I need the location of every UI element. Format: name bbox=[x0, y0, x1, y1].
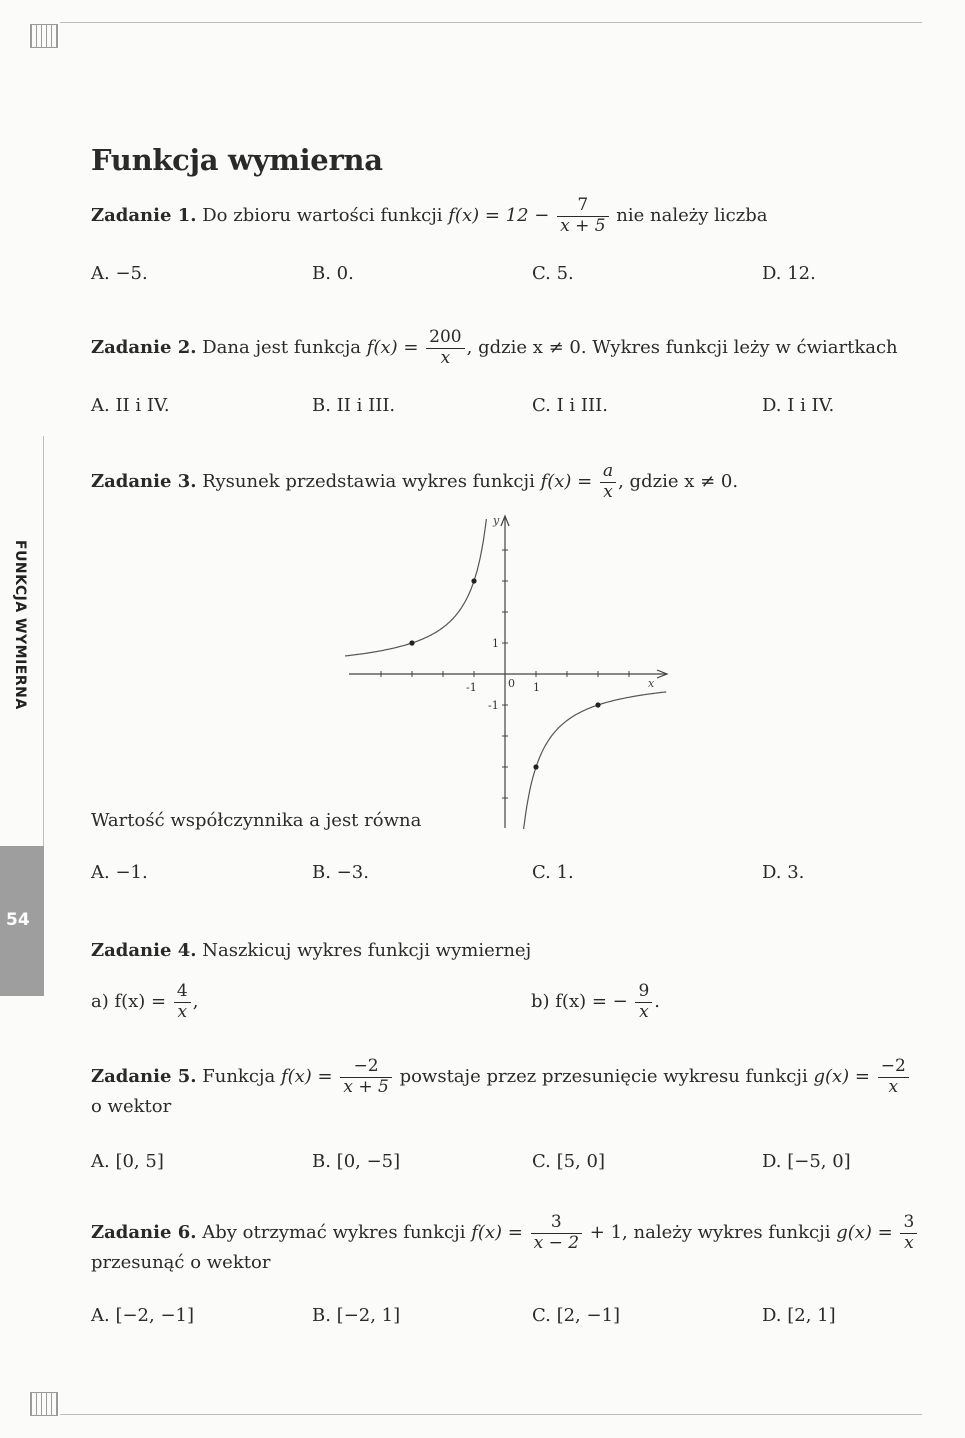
side-rule bbox=[43, 436, 44, 846]
task-5-den: x + 5 bbox=[343, 1076, 389, 1097]
task-4a-den: x bbox=[177, 1001, 188, 1022]
task-5-num: −2 bbox=[340, 1057, 391, 1078]
task-5-g-num: −2 bbox=[878, 1057, 909, 1078]
task-4-label: Zadanie 4. bbox=[91, 940, 197, 961]
bottom-rule bbox=[60, 1414, 922, 1415]
tick-label-y-neg1: -1 bbox=[488, 699, 499, 712]
tick-label-x-1: 1 bbox=[533, 681, 540, 694]
task-5-answer-d: D. [−5, 0] bbox=[762, 1151, 851, 1172]
task-3-fraction bbox=[600, 462, 616, 502]
task-4-text: Naszkicuj wykres funkcji wymiernej bbox=[202, 940, 532, 961]
task-6-plus: + 1, należy wykres funkcji bbox=[589, 1222, 831, 1244]
task-6-g-den: x bbox=[904, 1232, 914, 1253]
task-3-question: Wartość współczynnika a jest równa bbox=[91, 810, 422, 831]
task-6-answer-c: C. [2, −1] bbox=[532, 1305, 621, 1326]
task-6-answer-d: D. [2, 1] bbox=[762, 1305, 836, 1326]
task-3-answer-c: C. 1. bbox=[532, 862, 574, 883]
task-5-g-den: x bbox=[888, 1076, 899, 1097]
task-5-answer-c: C. [5, 0] bbox=[532, 1151, 605, 1172]
task-3-fx: f(x) = bbox=[540, 471, 593, 493]
task-4b-post: . bbox=[654, 991, 661, 1013]
task-3-num: a bbox=[600, 462, 616, 483]
task-2-label: Zadanie 2. bbox=[91, 337, 197, 359]
task-6-den: x − 2 bbox=[533, 1232, 580, 1253]
tick-label-y-1: 1 bbox=[492, 637, 499, 650]
task-5-line2: o wektor bbox=[91, 1096, 172, 1117]
task-6-answer-b: B. [−2, 1] bbox=[312, 1305, 401, 1326]
task-1-num: 7 bbox=[557, 196, 608, 217]
crop-mark-top bbox=[30, 24, 58, 48]
task-3 bbox=[91, 462, 738, 502]
task-1-answer-b: B. 0. bbox=[312, 263, 354, 284]
marked-point bbox=[471, 578, 476, 583]
task-2-answer-b: B. II i III. bbox=[312, 395, 396, 416]
task-6-fx: f(x) = bbox=[471, 1222, 523, 1244]
task-1-answer-a: A. −5. bbox=[91, 263, 148, 284]
task-6-answer-a: A. [−2, −1] bbox=[91, 1305, 194, 1326]
task-3-answer-a: A. −1. bbox=[91, 862, 148, 883]
top-rule bbox=[60, 22, 922, 23]
task-4 bbox=[91, 940, 531, 961]
task-4-part-a bbox=[91, 982, 198, 1022]
task-6-label: Zadanie 6. bbox=[91, 1222, 197, 1244]
task-4a-fx: a) f(x) = bbox=[91, 991, 167, 1013]
tick-label-origin: 0 bbox=[508, 677, 515, 690]
task-1-fx: f(x) = 12 − bbox=[448, 205, 550, 227]
task-3-post: , gdzie x ≠ 0. bbox=[618, 471, 739, 493]
task-1-fraction bbox=[557, 196, 608, 236]
task-5-fx: f(x) = bbox=[280, 1066, 333, 1088]
graph-axes bbox=[349, 516, 667, 828]
crop-mark-bottom bbox=[30, 1392, 58, 1416]
task-6-num: 3 bbox=[531, 1213, 582, 1234]
task-2-den: x bbox=[440, 347, 451, 368]
task-4-part-b bbox=[531, 982, 660, 1022]
task-1-answer-d: D. 12. bbox=[762, 263, 816, 284]
task-2-fraction bbox=[426, 328, 464, 368]
task-3-den: x bbox=[603, 481, 613, 502]
task-5-fraction bbox=[340, 1057, 391, 1097]
task-5-g-fraction bbox=[878, 1057, 909, 1097]
task-5-answer-a: A. [0, 5] bbox=[91, 1151, 164, 1172]
task-5-answer-b: B. [0, −5] bbox=[312, 1151, 401, 1172]
marked-point bbox=[595, 702, 600, 707]
task-3-answer-b: B. −3. bbox=[312, 862, 369, 883]
tick-label-x-neg1: -1 bbox=[466, 681, 477, 694]
task-1-answer-c: C. 5. bbox=[532, 263, 574, 284]
task-6-line2: przesunąć o wektor bbox=[91, 1252, 271, 1273]
task-2 bbox=[91, 328, 898, 368]
task-6-text: Aby otrzymać wykres funkcji bbox=[202, 1222, 466, 1244]
task-4b-fraction bbox=[635, 982, 652, 1022]
task-5-text: Funkcja bbox=[202, 1066, 276, 1088]
task-1-label: Zadanie 1. bbox=[91, 205, 197, 227]
task-4b-fx: b) f(x) = − bbox=[531, 991, 628, 1013]
task-5 bbox=[91, 1057, 911, 1097]
task-4a-post: , bbox=[192, 991, 199, 1013]
task-4a-num: 4 bbox=[174, 982, 191, 1003]
task-6-fraction bbox=[531, 1213, 582, 1253]
page-title: Funkcja wymierna bbox=[91, 143, 383, 177]
task-6-g-num: 3 bbox=[900, 1213, 917, 1234]
curve-branch-upper-left bbox=[345, 519, 486, 656]
task-2-num: 200 bbox=[426, 328, 464, 349]
task-2-answer-c: C. I i III. bbox=[532, 395, 608, 416]
task-4b-num: 9 bbox=[635, 982, 652, 1003]
task-2-answer-d: D. I i IV. bbox=[762, 395, 835, 416]
task-5-gx: g(x) = bbox=[813, 1066, 870, 1088]
hyperbola-graph bbox=[345, 512, 675, 832]
task-5-label: Zadanie 5. bbox=[91, 1066, 197, 1088]
task-2-answer-a: A. II i IV. bbox=[91, 395, 170, 416]
task-2-post: , gdzie x ≠ 0. Wykres funkcji leży w ćwiartkach bbox=[466, 337, 898, 359]
axis-y-label: y bbox=[493, 514, 500, 527]
task-2-text: Dana jest funkcja bbox=[202, 337, 362, 359]
task-6-g-fraction bbox=[900, 1213, 917, 1253]
curve-branch-lower-right bbox=[524, 692, 667, 829]
task-1-post: nie należy liczba bbox=[616, 205, 768, 227]
task-1-text: Do zbioru wartości funkcji bbox=[202, 205, 443, 227]
task-4a-fraction bbox=[174, 982, 191, 1022]
axis-x-label: x bbox=[648, 677, 655, 690]
marked-point bbox=[533, 764, 538, 769]
task-5-mid: powstaje przez przesunięcie wykresu funkcji bbox=[399, 1066, 808, 1088]
task-4b-den: x bbox=[639, 1001, 649, 1022]
task-3-text: Rysunek przedstawia wykres funkcji bbox=[202, 471, 535, 493]
page-number: 54 bbox=[6, 910, 30, 930]
task-6-gx: g(x) = bbox=[836, 1222, 893, 1244]
task-3-label: Zadanie 3. bbox=[91, 471, 197, 493]
task-1-den: x + 5 bbox=[560, 215, 606, 236]
side-section-label: FUNKCJA WYMIERNA bbox=[12, 540, 28, 710]
marked-point bbox=[409, 640, 414, 645]
task-1 bbox=[91, 196, 767, 236]
task-2-fx: f(x) = bbox=[366, 337, 419, 359]
task-6 bbox=[91, 1213, 919, 1253]
task-3-answer-d: D. 3. bbox=[762, 862, 805, 883]
